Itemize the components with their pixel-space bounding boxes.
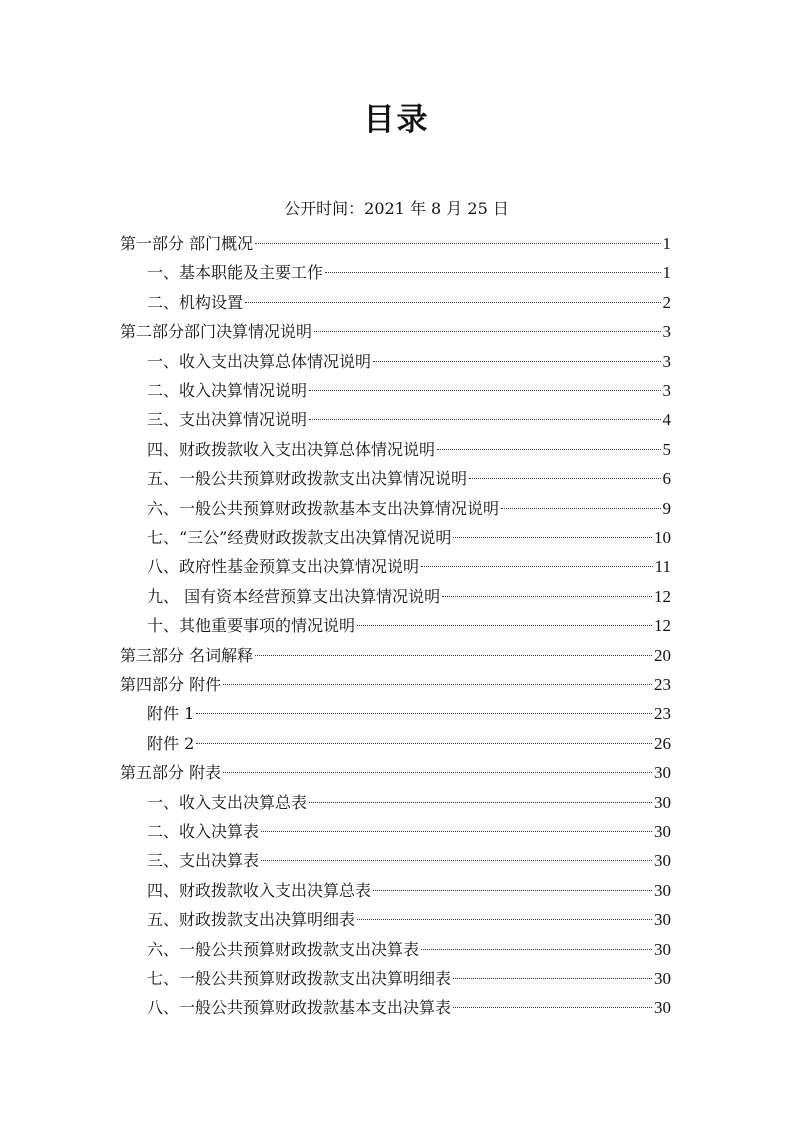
toc-entry[interactable]: [147, 935, 671, 964]
toc-leader-dots: [442, 596, 652, 597]
toc-entry[interactable]: [147, 788, 671, 817]
toc-leader-dots: [223, 684, 652, 685]
toc-entry-label: 七、“三公”经费财政拨款支出决算情况说明: [147, 528, 452, 547]
toc-leader-dots: [453, 978, 652, 979]
toc-entry-label: 三、支出决算表: [147, 851, 260, 871]
toc-entry-label: 第三部分 名词解释: [120, 645, 254, 665]
toc-leader-dots: [261, 860, 652, 861]
toc-entry-label: 八、一般公共预算财政拨款基本支出决算表: [147, 998, 452, 1018]
toc-entry[interactable]: [147, 464, 671, 493]
toc-leader-dots: [469, 478, 660, 479]
toc-page-number: 12: [654, 586, 671, 606]
toc-page-number: 6: [662, 469, 671, 489]
toc-page-number: 30: [654, 910, 671, 930]
toc-entry-label: 二、收入决算表: [147, 822, 260, 841]
toc-page-number: 3: [662, 381, 671, 400]
toc-leader-dots: [373, 890, 652, 891]
toc-entry-label: 三、支出决算情况说明: [147, 410, 308, 430]
toc-page-number: 30: [654, 763, 671, 783]
toc-page-number: 30: [654, 880, 671, 900]
toc-leader-dots: [196, 713, 652, 714]
toc-page-number: 30: [654, 851, 671, 871]
toc-entry[interactable]: [147, 876, 671, 905]
toc-entry[interactable]: [147, 964, 671, 993]
toc-leader-dots: [261, 831, 652, 832]
toc-entry[interactable]: [147, 347, 671, 376]
toc-entry-label: 四、财政拨款收入支出决算总表: [147, 880, 372, 900]
toc-page-number: 1: [662, 234, 671, 253]
page-title: 目录: [363, 102, 430, 138]
toc-page-number: 9: [662, 498, 671, 518]
toc-entry[interactable]: [120, 317, 671, 346]
toc-page-number: 20: [654, 645, 671, 665]
toc-entry[interactable]: [147, 288, 671, 317]
toc-entry-label: 五、财政拨款支出决算明细表: [147, 910, 356, 930]
toc-page-number: 1: [662, 263, 671, 283]
toc-entry-label: 五、一般公共预算财政拨款支出决算情况说明: [147, 469, 468, 489]
toc-entry-label: 二、收入决算情况说明: [147, 381, 308, 400]
toc-entry-label: 六、一般公共预算财政拨款支出决算表: [147, 939, 420, 959]
toc-entry-label: 第五部分 附表: [120, 763, 222, 783]
toc-leader-dots: [501, 508, 660, 509]
toc-entry[interactable]: [147, 552, 671, 581]
toc-page-number: 11: [654, 557, 671, 577]
toc-entry-label: 第一部分 部门概况: [120, 234, 254, 253]
toc-leader-dots: [357, 625, 652, 626]
toc-entry[interactable]: [147, 611, 671, 640]
toc-leader-dots: [309, 390, 660, 391]
toc-entry-label: 第四部分 附件: [120, 675, 222, 694]
toc-page-number: 30: [654, 792, 671, 812]
toc-leader-dots: [453, 537, 652, 538]
toc-page-number: 30: [654, 939, 671, 959]
toc-page-number: 23: [654, 675, 671, 694]
toc-leader-dots: [437, 449, 660, 450]
toc-page-number: 2: [662, 292, 671, 312]
toc-leader-dots: [453, 1007, 652, 1008]
toc-page-number: 12: [654, 616, 671, 636]
toc-entry[interactable]: [147, 376, 671, 405]
toc-entry-label: 一、收入支出决算总表: [147, 792, 308, 812]
toc-entry[interactable]: [147, 993, 671, 1022]
toc-entry-label: 二、机构设置: [147, 292, 244, 312]
toc-leader-dots: [357, 919, 652, 920]
toc-entry[interactable]: [147, 699, 671, 728]
toc-entry[interactable]: [147, 523, 671, 552]
toc-entry-label: 十、其他重要事项的情况说明: [147, 616, 356, 636]
toc-entry[interactable]: [147, 494, 671, 523]
toc-leader-dots: [421, 949, 652, 950]
toc-leader-dots: [255, 655, 652, 656]
toc-page-number: 3: [662, 322, 671, 342]
toc-page-number: 26: [654, 733, 671, 753]
toc-entry-label: 四、财政拨款收入支出决算总体情况说明: [147, 439, 436, 459]
publish-date: 公开时间：2021 年 8 月 25 日: [284, 199, 509, 218]
toc-leader-dots: [421, 566, 653, 567]
toc-page-number: 30: [654, 998, 671, 1018]
toc-entry-label: 一、基本职能及主要工作: [147, 263, 324, 283]
toc-page-number: 4: [662, 410, 671, 430]
toc-leader-dots: [196, 743, 652, 744]
toc-leader-dots: [255, 243, 660, 244]
toc-entry[interactable]: [147, 405, 671, 434]
toc-entry[interactable]: [120, 670, 671, 699]
toc-leader-dots: [309, 802, 652, 803]
toc-entry-label: 七、一般公共预算财政拨款支出决算明细表: [147, 969, 452, 988]
toc-leader-dots: [245, 302, 660, 303]
toc-entry[interactable]: [147, 258, 671, 287]
toc-page-number: 30: [654, 822, 671, 841]
toc-entry[interactable]: [147, 582, 671, 611]
toc-entry[interactable]: [147, 846, 671, 875]
toc-entry-label: 附件 2: [147, 733, 195, 753]
toc-leader-dots: [309, 419, 660, 420]
toc-entry-label: 八、政府性基金预算支出决算情况说明: [147, 557, 420, 577]
toc-page-number: 23: [654, 704, 671, 724]
toc-leader-dots: [373, 361, 660, 362]
toc-page-number: 10: [654, 528, 671, 547]
toc-leader-dots: [325, 272, 660, 273]
toc-entry[interactable]: [120, 641, 671, 670]
toc-entry-label: 一、收入支出决算总体情况说明: [147, 351, 372, 371]
toc-entry[interactable]: [120, 229, 671, 258]
toc-entry[interactable]: [120, 758, 671, 787]
toc-page-number: 3: [662, 351, 671, 371]
toc-entry-label: 第二部分部门决算情况说明: [120, 322, 313, 342]
toc-entry-label: 附件 1: [147, 704, 195, 724]
toc-entry[interactable]: [147, 905, 671, 934]
toc-entry[interactable]: [147, 817, 671, 846]
toc-leader-dots: [314, 331, 660, 332]
toc-leader-dots: [223, 772, 652, 773]
toc-entry-label: 六、一般公共预算财政拨款基本支出决算情况说明: [147, 498, 500, 518]
toc-page-number: 30: [654, 969, 671, 988]
toc-entry[interactable]: [147, 729, 671, 758]
toc-entry[interactable]: [147, 435, 671, 464]
toc-entry-label: 九、 国有资本经营预算支出决算情况说明: [147, 586, 441, 606]
toc-page-number: 5: [662, 439, 671, 459]
